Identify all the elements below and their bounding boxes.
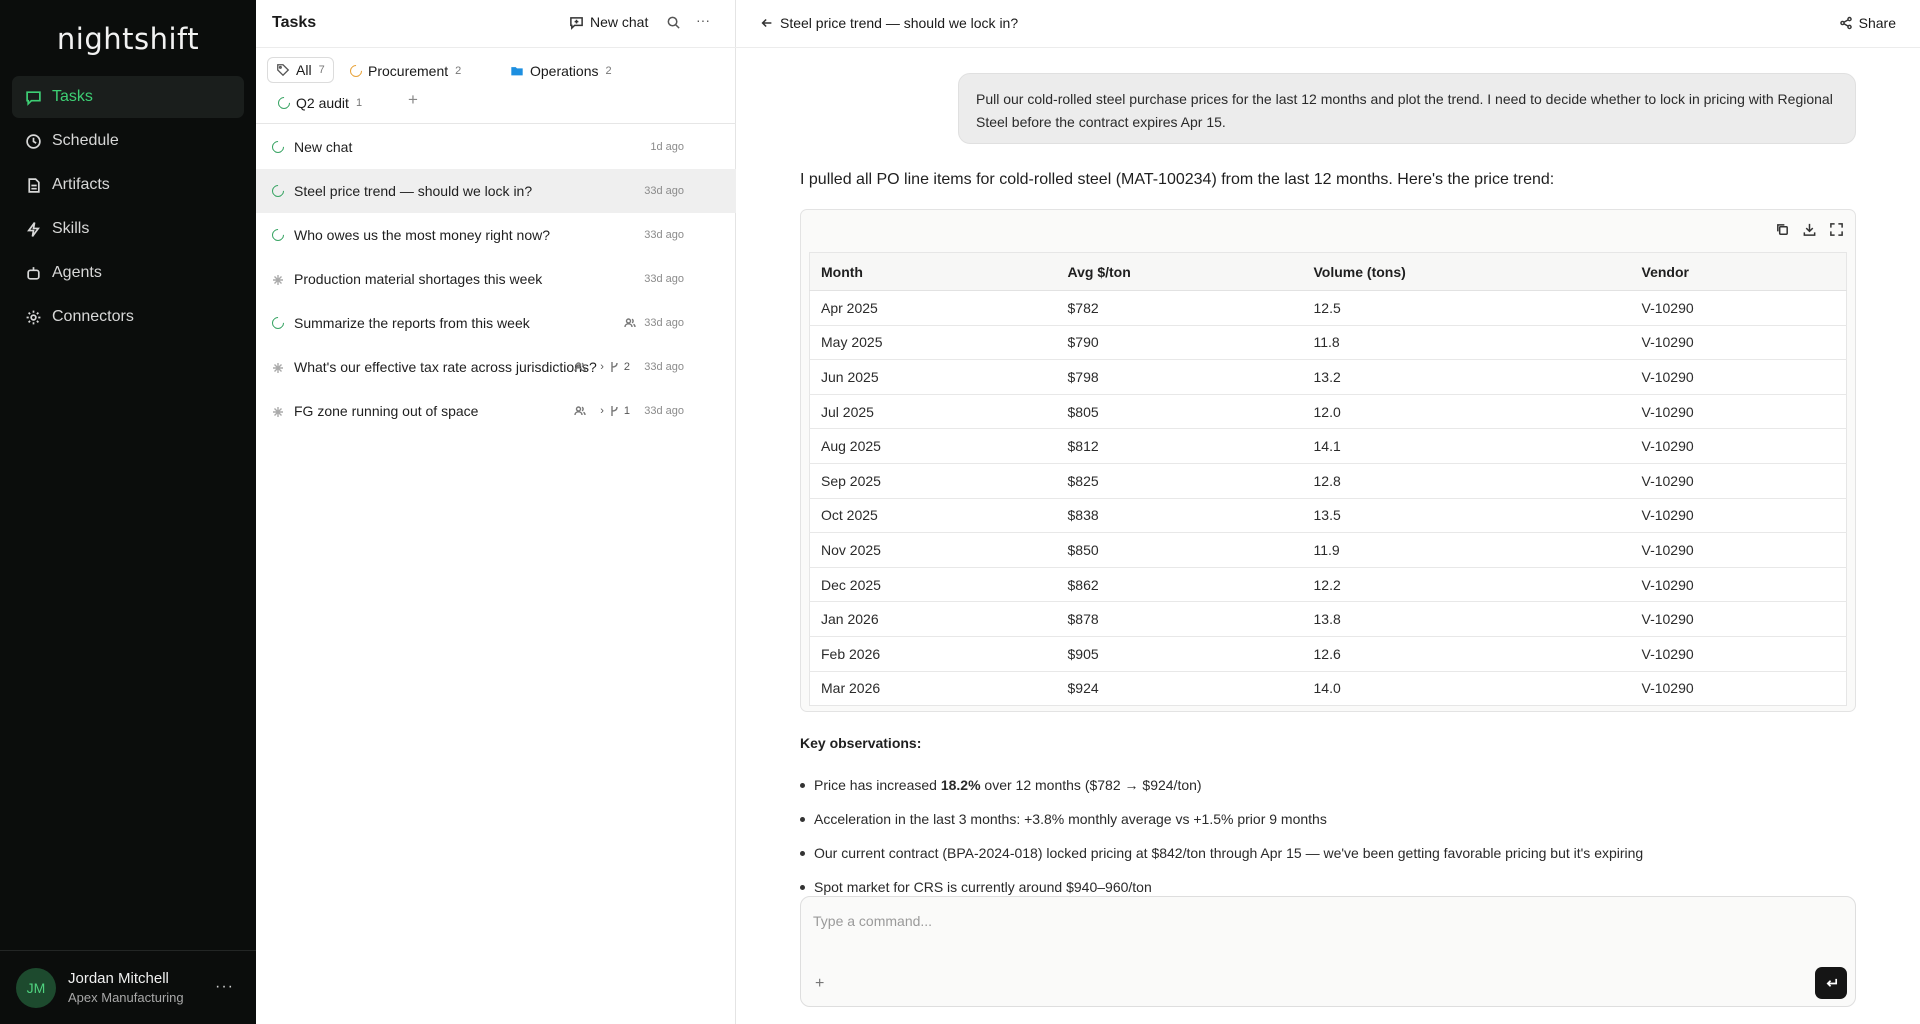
table-cell: $878 <box>1057 602 1303 637</box>
sidebar-item-artifacts[interactable] <box>12 164 244 206</box>
bullet-text: Price has increased <box>814 777 941 793</box>
shared-users-icon <box>574 361 586 373</box>
user-org: Apex Manufacturing <box>68 990 184 1005</box>
subtasks-indicator[interactable] <box>600 361 630 373</box>
table-cell: $850 <box>1057 533 1303 568</box>
task-age: 33d ago <box>644 405 684 417</box>
filter-chip-all[interactable] <box>267 57 334 83</box>
table-cell: Sep 2025 <box>810 463 1057 498</box>
chat-bubble-icon <box>24 88 42 106</box>
column-header: Avg $/ton <box>1057 253 1303 291</box>
task-title: Production material shortages this week <box>294 271 543 287</box>
table-cell: $825 <box>1057 463 1303 498</box>
download-icon[interactable] <box>1800 220 1818 238</box>
chat-main <box>736 0 1920 1024</box>
table-cell: 11.9 <box>1303 533 1631 568</box>
status-ring-icon <box>276 95 293 112</box>
table-cell: $805 <box>1057 394 1303 429</box>
filter-count: 7 <box>318 64 325 76</box>
filter-chip-q2-audit[interactable] <box>278 90 362 116</box>
subtasks-indicator[interactable] <box>600 405 630 417</box>
sidebar-item-label: Skills <box>52 220 90 237</box>
add-filter-icon[interactable]: + <box>408 90 418 109</box>
table-cell: V-10290 <box>1631 498 1847 533</box>
table-cell: 13.5 <box>1303 498 1631 533</box>
filter-label: All <box>296 62 312 78</box>
more-options-icon[interactable]: ··· <box>215 978 234 995</box>
table-cell: 12.8 <box>1303 463 1631 498</box>
filter-count: 1 <box>355 97 363 109</box>
sidebar-item-skills[interactable] <box>12 208 244 250</box>
observations-title: Key observations: <box>800 735 922 751</box>
task-title: Who owes us the most money right now? <box>294 227 551 243</box>
task-row[interactable] <box>256 389 736 433</box>
table-cell: $905 <box>1057 636 1303 671</box>
status-ring-icon <box>270 227 287 244</box>
table-cell: 11.8 <box>1303 325 1631 360</box>
sidebar-item-label: Tasks <box>52 88 93 105</box>
search-icon[interactable] <box>666 15 682 31</box>
table-row <box>810 429 1847 464</box>
filter-count: 2 <box>605 65 612 77</box>
sidebar-item-tasks[interactable] <box>12 76 244 118</box>
table-cell: May 2025 <box>810 325 1057 360</box>
table-cell: Jul 2025 <box>810 394 1057 429</box>
table-cell: V-10290 <box>1631 325 1847 360</box>
sidebar-item-label: Connectors <box>52 308 134 325</box>
table-row <box>810 671 1847 706</box>
new-chat-button[interactable] <box>569 14 648 30</box>
app-logo: nightshift <box>56 22 200 56</box>
chevron-right-icon: › <box>600 405 604 417</box>
table-cell: V-10290 <box>1631 360 1847 395</box>
status-ring-icon <box>270 315 287 332</box>
chat-title: Steel price trend — should we lock in? <box>780 15 1019 31</box>
share-icon <box>1839 16 1853 30</box>
sidebar-nav <box>12 76 244 340</box>
table-cell: 12.5 <box>1303 291 1631 326</box>
sidebar-item-connectors[interactable] <box>12 296 244 338</box>
filter-chip-procurement[interactable] <box>350 58 461 84</box>
price-table <box>809 252 1847 706</box>
robot-icon <box>24 264 42 282</box>
filter-label: Q2 audit <box>296 95 349 111</box>
table-row <box>810 463 1847 498</box>
task-list <box>256 125 736 433</box>
composer <box>800 896 1856 1007</box>
sparkle-icon <box>272 361 284 373</box>
share-button[interactable] <box>1839 15 1896 31</box>
table-cell: V-10290 <box>1631 533 1847 568</box>
branch-icon <box>609 361 621 373</box>
table-cell: 12.2 <box>1303 567 1631 602</box>
filter-label: Operations <box>530 63 599 79</box>
table-cell: 12.6 <box>1303 636 1631 671</box>
table-cell: $782 <box>1057 291 1303 326</box>
task-row[interactable] <box>256 257 736 301</box>
table-cell: 14.0 <box>1303 671 1631 706</box>
table-cell: $862 <box>1057 567 1303 602</box>
table-cell: V-10290 <box>1631 671 1847 706</box>
subtask-count: 2 <box>623 361 630 373</box>
sparkle-icon <box>272 273 284 285</box>
shared-users-icon <box>624 317 636 329</box>
gear-icon <box>24 308 42 326</box>
share-label: Share <box>1858 15 1896 31</box>
table-cell: $790 <box>1057 325 1303 360</box>
user-info <box>68 970 184 1005</box>
back-arrow-icon[interactable] <box>760 16 776 32</box>
chevron-right-icon: › <box>600 361 604 373</box>
column-header: Month <box>810 253 1057 291</box>
task-age: 1d ago <box>650 141 684 153</box>
user-message: Pull our cold-rolled steel purchase prices for the last 12 months and plot the trend. I need to decide whether to lock in pricing with Regional Steel before the contract expires Apr 15. <box>958 73 1856 144</box>
task-row[interactable] <box>256 301 736 345</box>
task-row[interactable] <box>256 125 736 169</box>
observations-list <box>800 766 1856 895</box>
task-age: 33d ago <box>644 361 684 373</box>
status-ring-icon <box>270 139 287 156</box>
table-cell: Nov 2025 <box>810 533 1057 568</box>
table-cell: V-10290 <box>1631 394 1847 429</box>
task-title: FG zone running out of space <box>294 403 479 419</box>
table-row <box>810 602 1847 637</box>
task-title: New chat <box>294 139 353 155</box>
filter-count: 2 <box>455 65 462 77</box>
task-title: Steel price trend — should we lock in? <box>294 183 533 199</box>
chat-header <box>736 0 1920 48</box>
task-age: 33d ago <box>644 317 684 329</box>
task-title: What's our effective tax rate across jurisdictions? <box>294 359 597 375</box>
table-cell: Jun 2025 <box>810 360 1057 395</box>
table-cell: V-10290 <box>1631 636 1847 671</box>
table-cell: V-10290 <box>1631 429 1847 464</box>
table-cell: V-10290 <box>1631 602 1847 637</box>
table-cell: 12.0 <box>1303 394 1631 429</box>
column-header: Vendor <box>1631 253 1847 291</box>
table-cell: Apr 2025 <box>810 291 1057 326</box>
table-card <box>800 209 1856 712</box>
list-item: Our current contract (BPA-2024-018) locked pricing at $842/ton through Apr 15 — we've been getting favorable pricing but it's expiring <box>800 834 1856 868</box>
task-title: Summarize the reports from this week <box>294 315 530 331</box>
task-age: 33d ago <box>644 185 684 197</box>
expand-icon[interactable] <box>1827 220 1845 238</box>
table-cell: 13.2 <box>1303 360 1631 395</box>
status-ring-icon <box>270 183 287 200</box>
list-item: Acceleration in the last 3 months: +3.8% monthly average vs +1.5% prior 9 months <box>800 800 1856 834</box>
table-row <box>810 394 1847 429</box>
command-input[interactable] <box>813 909 1773 933</box>
filter-chips <box>256 48 736 124</box>
table-row <box>810 567 1847 602</box>
clock-icon <box>24 132 42 150</box>
table-cell: Feb 2026 <box>810 636 1057 671</box>
user-profile[interactable] <box>0 950 256 1024</box>
table-row <box>810 498 1847 533</box>
folder-icon <box>510 64 524 78</box>
enter-icon <box>1824 976 1839 991</box>
task-row[interactable] <box>256 169 736 213</box>
table-cell: $812 <box>1057 429 1303 464</box>
list-item: Spot market for CRS is currently around $940–960/ton <box>800 868 1856 902</box>
column-header: Volume (tons) <box>1303 253 1631 291</box>
bullet-text: over 12 months ($782 → $924/ton) <box>980 777 1202 793</box>
table-row <box>810 325 1847 360</box>
new-chat-label: New chat <box>590 14 649 30</box>
table-header-row <box>810 253 1847 291</box>
more-options-icon[interactable]: ··· <box>696 12 710 28</box>
new-chat-icon <box>569 15 584 30</box>
table-toolbar <box>1773 220 1845 238</box>
table-row <box>810 291 1847 326</box>
sidebar-item-agents[interactable] <box>12 252 244 294</box>
table-cell: V-10290 <box>1631 463 1847 498</box>
table-cell: Aug 2025 <box>810 429 1057 464</box>
attach-plus-icon[interactable]: + <box>815 975 825 992</box>
tasks-title: Tasks <box>272 14 317 31</box>
table-cell: 13.8 <box>1303 602 1631 637</box>
tasks-header <box>256 0 736 48</box>
sparkle-icon <box>272 405 284 417</box>
table-cell: V-10290 <box>1631 567 1847 602</box>
send-button[interactable] <box>1815 967 1847 999</box>
table-row <box>810 533 1847 568</box>
table-cell: Mar 2026 <box>810 671 1057 706</box>
status-ring-icon <box>348 63 365 80</box>
tag-icon <box>276 63 290 77</box>
user-name: Jordan Mitchell <box>68 970 169 987</box>
table-row <box>810 360 1847 395</box>
table-row <box>810 636 1847 671</box>
branch-icon <box>609 405 621 417</box>
bullet-highlight: 18.2% <box>940 777 981 793</box>
task-row[interactable] <box>256 213 736 257</box>
shared-users-icon <box>574 405 586 417</box>
lightning-icon <box>24 220 42 238</box>
sidebar <box>0 0 256 1024</box>
task-age: 33d ago <box>644 273 684 285</box>
table-cell: $924 <box>1057 671 1303 706</box>
table-cell: Dec 2025 <box>810 567 1057 602</box>
table-cell: 14.1 <box>1303 429 1631 464</box>
subtask-count: 1 <box>623 405 630 417</box>
sidebar-item-schedule[interactable] <box>12 120 244 162</box>
task-age: 33d ago <box>644 229 684 241</box>
filter-chip-operations[interactable] <box>510 58 612 84</box>
tasks-panel <box>256 0 736 1024</box>
sidebar-item-label: Agents <box>52 264 102 281</box>
table-cell: V-10290 <box>1631 291 1847 326</box>
list-item <box>800 766 1856 800</box>
avatar: JM <box>16 968 56 1008</box>
sidebar-item-label: Schedule <box>52 132 119 149</box>
sidebar-item-label: Artifacts <box>52 176 110 193</box>
table-cell: $798 <box>1057 360 1303 395</box>
filter-label: Procurement <box>368 63 449 79</box>
table-cell: $838 <box>1057 498 1303 533</box>
task-row[interactable] <box>256 345 736 389</box>
table-cell: Oct 2025 <box>810 498 1057 533</box>
copy-icon[interactable] <box>1773 220 1791 238</box>
table-cell: Jan 2026 <box>810 602 1057 637</box>
document-icon <box>24 176 42 194</box>
assistant-intro: I pulled all PO line items for cold-rolled steel (MAT-100234) from the last 12 months. Here's the price trend: <box>800 171 1555 188</box>
